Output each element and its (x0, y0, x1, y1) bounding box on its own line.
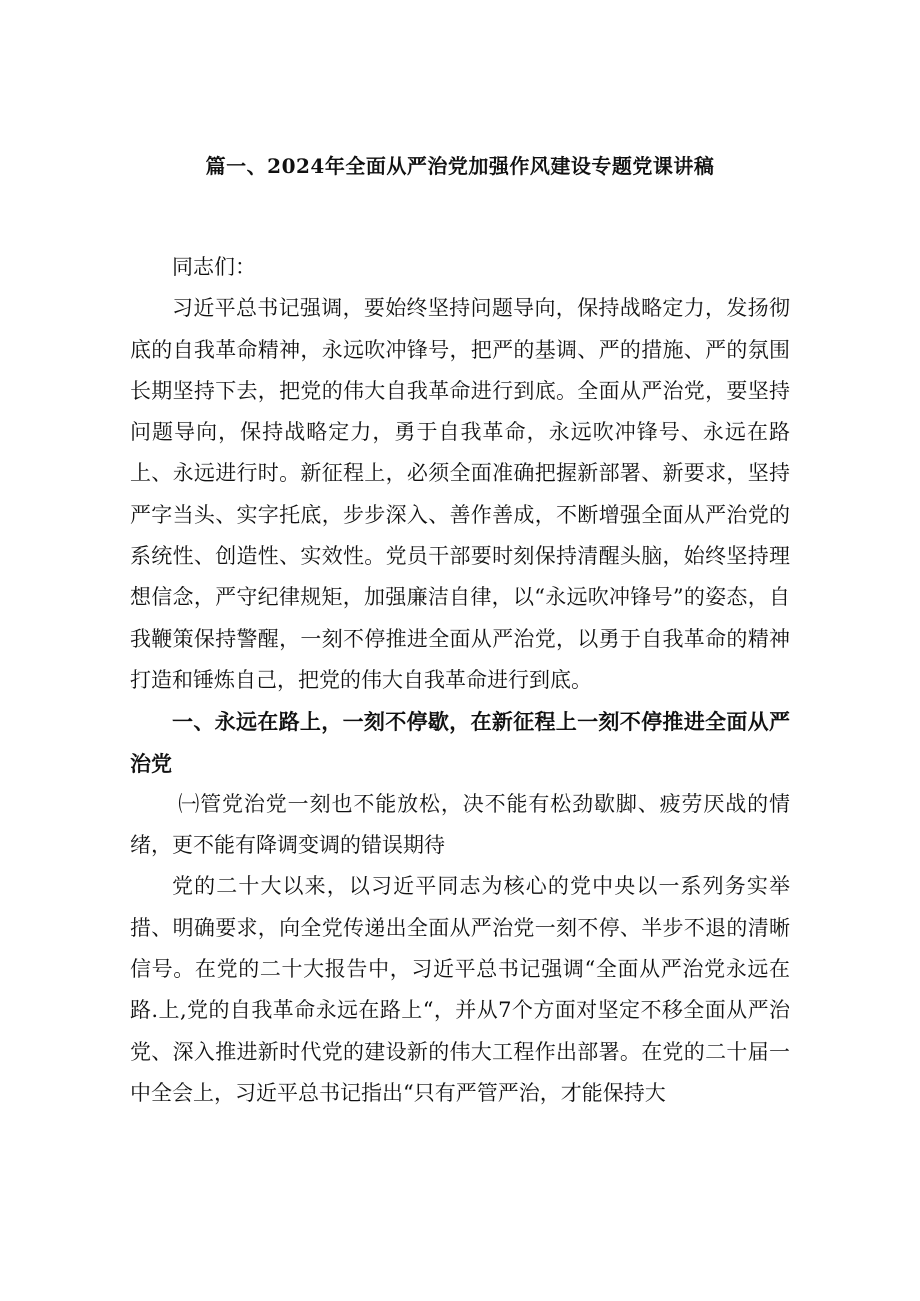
document-title: 篇一、2024年全面从严治党加强作风建设专题党课讲稿 (205, 154, 715, 178)
body-paragraph: 党的二十大以来，以习近平同志为核心的党中央以一系列务实举措、明确要求，向全党传递出全面从严治党一刻不停、半步不退的清晰信号。在党的二十大报告中，习近平总书记强调“全面从严治党永远在路.上,党的自我革命永远在路上“，并从7个方面对坚定不移全面从严治党、深入推进新时代党的建设新的伟大工程作出部署。在党的二十届一中全会上，习近平总书记指出“只有严管严治，才能保持大 (130, 874, 790, 1105)
salutation-paragraph: 同志们： (172, 255, 256, 279)
section-heading-1: 一、永远在路上，一刻不停歇，在新征程上一刻不停推进全面从严治党 (130, 709, 790, 776)
intro-paragraph: 习近平总书记强调，要始终坚持问题导向，保持战略定力，发扬彻底的自我革命精神，永远吹冲锋号，把严的基调、严的措施、严的氛围长期坚持下去，把党的伟大自我革命进行到底。全面从严治党，要坚持问题导向，保持战略定力，勇于自我革命，永远吹冲锋号、永远在路上、永远进行时。新征程上，必须全面准确把握新部署、新要求，坚持严字当头、实字托底，步步深入、善作善成，不断增强全面从严治党的系统性、创造性、实效性。党员干部要时刻保持清醒头脑，始终坚持理想信念，严守纪律规矩，加强廉洁自律，以“永远吹冲锋号”的姿态，自我鞭策保持警醒，一刻不停推进全面从严治党，以勇于自我革命的精神打造和锤炼自己，把党的伟大自我革命进行到底。 (130, 296, 790, 692)
subsection-heading-1: ㈠管党治党一刻也不能放松，决不能有松劲歇脚、疲劳厌战的情绪，更不能有降调变调的错误期待 (130, 791, 790, 858)
document-body (130, 247, 790, 1114)
